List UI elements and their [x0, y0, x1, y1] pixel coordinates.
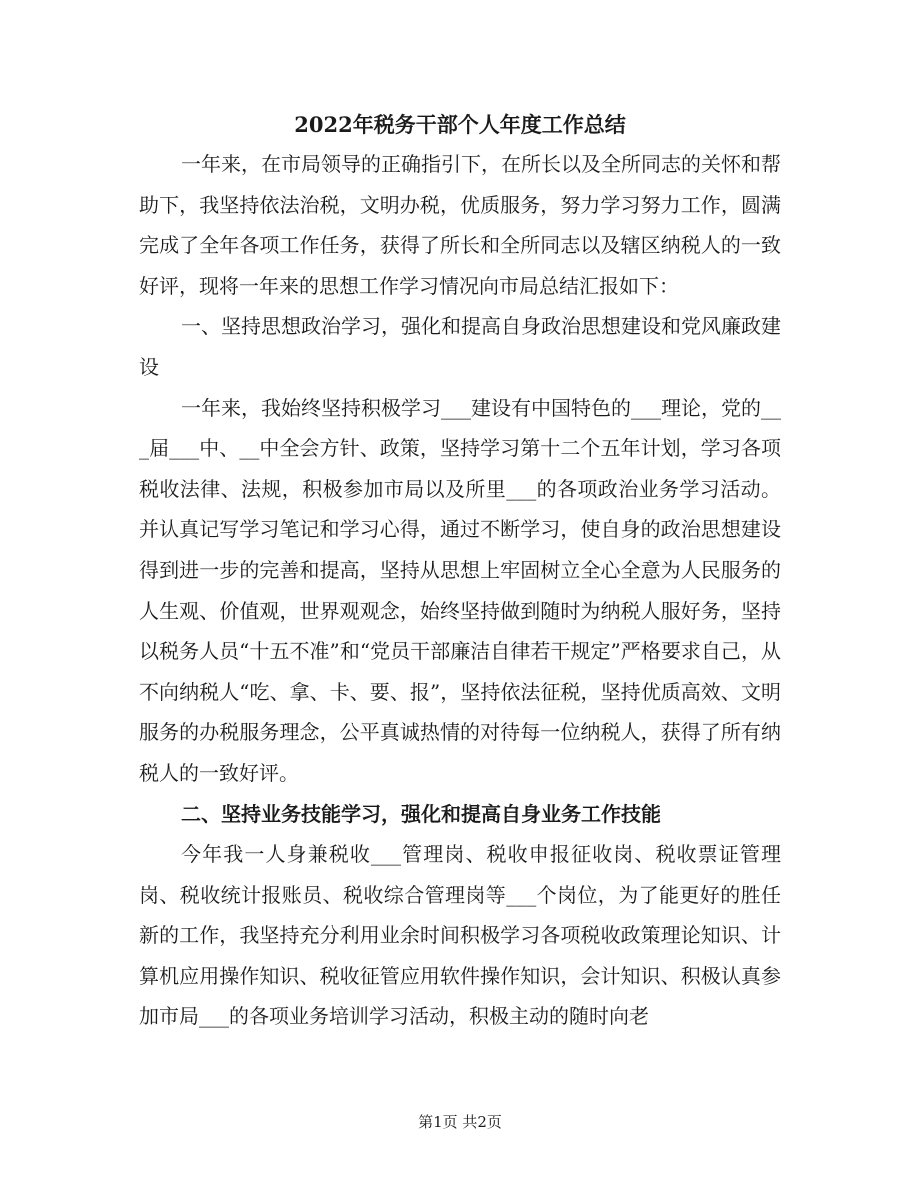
section-heading-2: 二、坚持业务技能学习，强化和提高自身业务工作技能 [181, 801, 661, 826]
intro-paragraph: 一年来，在市局领导的正确指引下，在所长以及全所同志的关怀和帮助下，我坚持依法治税，文明办税，优质服务，努力学习努力工作，圆满完成了全年各项工作任务，获得了所长和全所同志以及辖区纳税人的一致好评，现将一年来的思想工作学习情况向市局总结汇报如下： [139, 152, 781, 298]
page-number-footer: 第1页 共2页 [418, 1113, 502, 1131]
document-title: 2022年税务干部个人年度工作总结 [294, 112, 626, 137]
document-body [139, 144, 781, 1037]
section-paragraph-1: 一年来，我始终坚持积极学习___建设有中国特色的___理论，党的___届___中、__中全会方针、政策，坚持学习第十二个五年计划，学习各项税收法律、法规，积极参加市局以及所里___的各项政治业务学习活动。并认真记写学习笔记和学习心得，通过不断学习，使自身的政治思想建设得到进一步的完善和提高，坚持从思想上牢固树立全心全意为人民服务的人生观、价值观，世界观观念，始终坚持做到随时为纳税人服好务，坚持以税务人员“十五不准”和“党员干部廉洁自律若干规定”严格要求自己，从不向纳税人“吃、拿、卡、要、报”，坚持依法征税，坚持优质高效、文明服务的办税服务理念，公平真诚热情的对待每一位纳税人，获得了所有纳税人的一致好评。 [139, 395, 781, 785]
section-paragraph-2: 今年我一人身兼税收___管理岗、税收申报征收岗、税收票证管理岗、税收统计报账员、税收综合管理岗等___个岗位，为了能更好的胜任新的工作，我坚持充分利用业余时间积极学习各项税收政策理论知识、计算机应用操作知识、税收征管应用软件操作知识，会计知识、积极认真参加市局___的各项业务培训学习活动，积极主动的随时向老 [139, 842, 781, 1029]
section-heading-1: 一、坚持思想政治学习，强化和提高自身政治思想建设和党风廉政建设 [139, 314, 781, 379]
